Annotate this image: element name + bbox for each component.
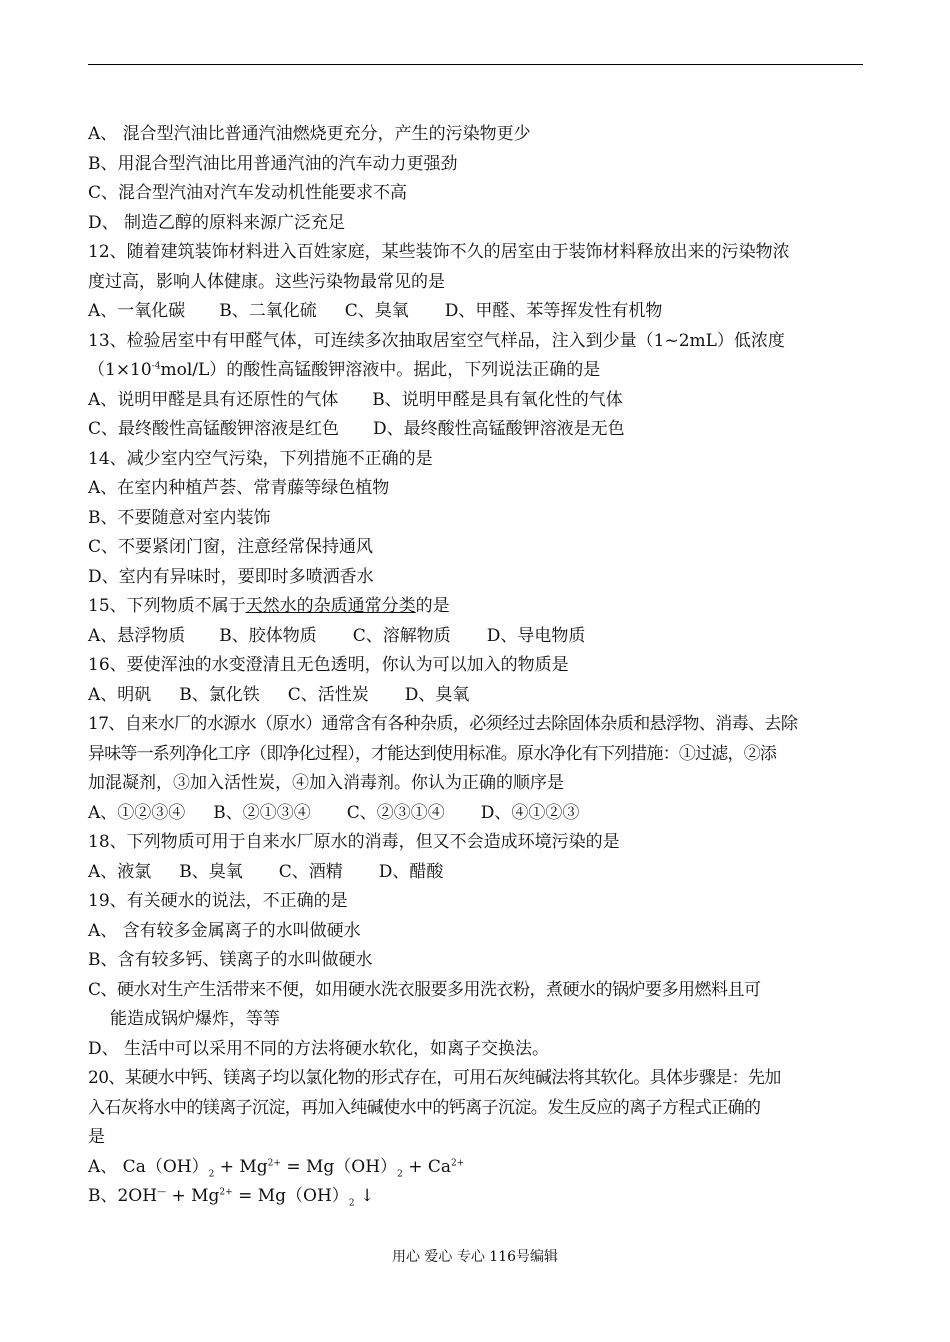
q16-options — [88, 681, 863, 711]
q18-option-d: D、醋酸 — [378, 861, 444, 882]
q16-stem: 16、要使浑浊的水变澄清且无色透明，你认为可以加入的物质是 — [88, 655, 569, 675]
q12-stem-line1: 12、随着建筑装饰材料进入百姓家庭，某些装饰不久的居室由于装饰材料释放出来的污染物浓 — [88, 242, 790, 262]
q15-option-d: D、导电物质 — [486, 625, 586, 646]
q14-stem: 14、减少室内空气污染，下列措施不正确的是 — [88, 448, 433, 469]
q14-option-a: A、在室内种植芦荟、常青藤等绿色植物 — [88, 478, 390, 498]
q19-option-b: B、含有较多钙、镁离子的水叫做硬水 — [88, 950, 373, 970]
q14-option-c: C、不要紧闭门窗，注意经常保持通风 — [88, 537, 374, 557]
q13-option-d: D、最终酸性高锰酸钾溶液是无色 — [373, 419, 625, 439]
q20-stem-line2: 入石灰将水中的镁离子沉淀，再加入纯碱使水中的钙离子沉淀。发生反应的离子方程式正确的 — [88, 1097, 761, 1118]
q15-options — [88, 622, 863, 652]
q18-option-c: C、酒精 — [278, 861, 343, 882]
q16-option-c: C、活性炭 — [287, 684, 369, 705]
q16-option-a: A、明矾 — [88, 684, 152, 705]
q11-option-d: D、 制造乙醇的原料来源广泛充足 — [88, 212, 346, 233]
q18-option-b: B、臭氧 — [179, 861, 243, 882]
q12-option-a: A、一氧化碳 — [88, 301, 186, 321]
q12-option-c: C、臭氧 — [344, 301, 409, 321]
q20-b-part1: B、2OH — [88, 1186, 158, 1206]
q20-b-part2: + Mg — [166, 1186, 220, 1206]
q19-option-c-line1: C、硬水对生产生活带来不便，如用硬水洗衣服要多用洗衣粉，煮硬水的锅炉要多用燃料且可 — [88, 979, 761, 1000]
q15-stem-start: 15、下列物质不属于 — [88, 596, 246, 616]
q13-conc-text: （1×10 — [88, 360, 152, 380]
q20-a-sub1: 2 — [208, 1168, 215, 1179]
q17-option-b: B、②①③④ — [213, 802, 311, 823]
q14-option-d: D、室内有异味时，要即时多喷洒香水 — [88, 566, 374, 587]
q20-a-sub2: 2 — [397, 1168, 403, 1179]
q16-option-d: D、臭氧 — [404, 684, 470, 705]
q15-option-b: B、胶体物质 — [219, 625, 317, 646]
q17-options — [88, 799, 863, 829]
q13-option-b: B、说明甲醛是具有氧化性的气体 — [372, 389, 623, 410]
q11-option-a: A、 混合型汽油比普通汽油燃烧更充分，产生的污染物更少 — [88, 124, 531, 144]
q19-option-d: D、 生活中可以采用不同的方法将硬水软化，如离子交换法。 — [88, 1038, 550, 1059]
q20-stem-line1: 20、某硬水中钙、镁离子均以氯化物的形式存在，可用石灰纯碱法将其软化。具体步骤是：先加 — [88, 1068, 781, 1088]
q15-option-c: C、溶解物质 — [352, 625, 451, 646]
q17-option-a: A、①②③④ — [88, 802, 186, 823]
q18-option-a: A、液氯 — [88, 861, 152, 882]
q13-stem-line1: 13、检验居室中有甲醛气体，可连续多次抽取居室空气样品，注入到少量（1~2mL）低浓度 — [88, 330, 785, 351]
q18-stem: 18、下列物质可用于自来水厂原水的消毒，但又不会造成环境污染的是 — [88, 832, 620, 852]
q13-stem-rest: mol/L）的酸性高锰酸钾溶液中。据此，下列说法正确的是 — [160, 360, 601, 380]
q13-options-cd — [88, 415, 863, 445]
q13-exponent: -4 — [151, 361, 161, 372]
q12-stem-line2: 度过高，影响人体健康。这些污染物最常见的是 — [88, 271, 445, 292]
q12-option-d: D、甲醛、苯等挥发性有机物 — [444, 301, 663, 321]
q19-option-a: A、 含有较多金属离子的水叫做硬水 — [88, 920, 361, 941]
q11-option-c: C、混合型汽油对汽车发动机性能要求不高 — [88, 183, 408, 203]
q20-b-part3: = Mg（OH） — [232, 1186, 349, 1206]
q20-a-sup1: 2+ — [267, 1157, 281, 1168]
q19-stem: 19、有关硬水的说法，不正确的是 — [88, 891, 348, 911]
q17-stem-line2: 异味等一系列净化工序（即净化过程），才能达到使用标准。原水净化有下列措施：①过滤，②添 — [88, 743, 777, 764]
q13-option-c: C、最终酸性高锰酸钾溶液是红色 — [88, 419, 340, 439]
page-content — [88, 120, 863, 1212]
q20-b-part4: ↓ — [354, 1186, 375, 1206]
q20-b-sub1: 2 — [348, 1198, 355, 1209]
q17-option-d: D、④①②③ — [480, 802, 580, 823]
q20-b-sup1: 2+ — [219, 1187, 233, 1198]
q17-stem-line3: 加混凝剂，③加入活性炭，④加入消毒剂。你认为正确的顺序是 — [88, 773, 564, 793]
q12-options — [88, 297, 863, 327]
q20-b-sup0: — — [157, 1187, 167, 1198]
q20-a-part4: + Ca — [402, 1156, 451, 1177]
q20-a-sup2: 2+ — [451, 1157, 465, 1168]
q13-stem-line2 — [88, 356, 863, 386]
page-footer: 用心 爱心 专心 116号编辑 — [391, 1249, 559, 1265]
q20-stem-line3: 是 — [88, 1127, 105, 1147]
q20-option-a — [88, 1153, 863, 1183]
q20-a-part1: A、 Ca（OH） — [88, 1156, 209, 1177]
header-rule — [88, 64, 863, 65]
q15-underlined-term: 天然水的杂质通常分类 — [245, 596, 416, 616]
q20-a-part2: + Mg — [214, 1156, 268, 1177]
q13-option-a: A、说明甲醛是具有还原性的气体 — [88, 389, 339, 410]
q12-option-b: B、二氧化硫 — [219, 301, 317, 321]
q11-option-b: B、用混合型汽油比用普通汽油的汽车动力更强劲 — [88, 153, 458, 174]
q13-options-ab — [88, 386, 863, 416]
q20-option-b — [88, 1182, 863, 1212]
q17-stem-line1: 17、自来水厂的水源水（原水）通常含有各种杂质，必须经过去除固体杂质和悬浮物、消毒、去除 — [88, 714, 798, 734]
q15-option-a: A、悬浮物质 — [88, 625, 186, 646]
q17-option-c: C、②③①④ — [346, 802, 445, 823]
q15-stem — [88, 592, 863, 622]
q18-options — [88, 858, 863, 888]
q20-a-part3: = Mg（OH） — [280, 1156, 398, 1177]
q15-stem-end: 的是 — [415, 596, 450, 616]
q14-option-b: B、不要随意对室内装饰 — [88, 507, 271, 528]
q16-option-b: B、氯化铁 — [179, 684, 260, 705]
q19-option-c-line2: 能造成锅炉爆炸，等等 — [110, 1009, 280, 1029]
